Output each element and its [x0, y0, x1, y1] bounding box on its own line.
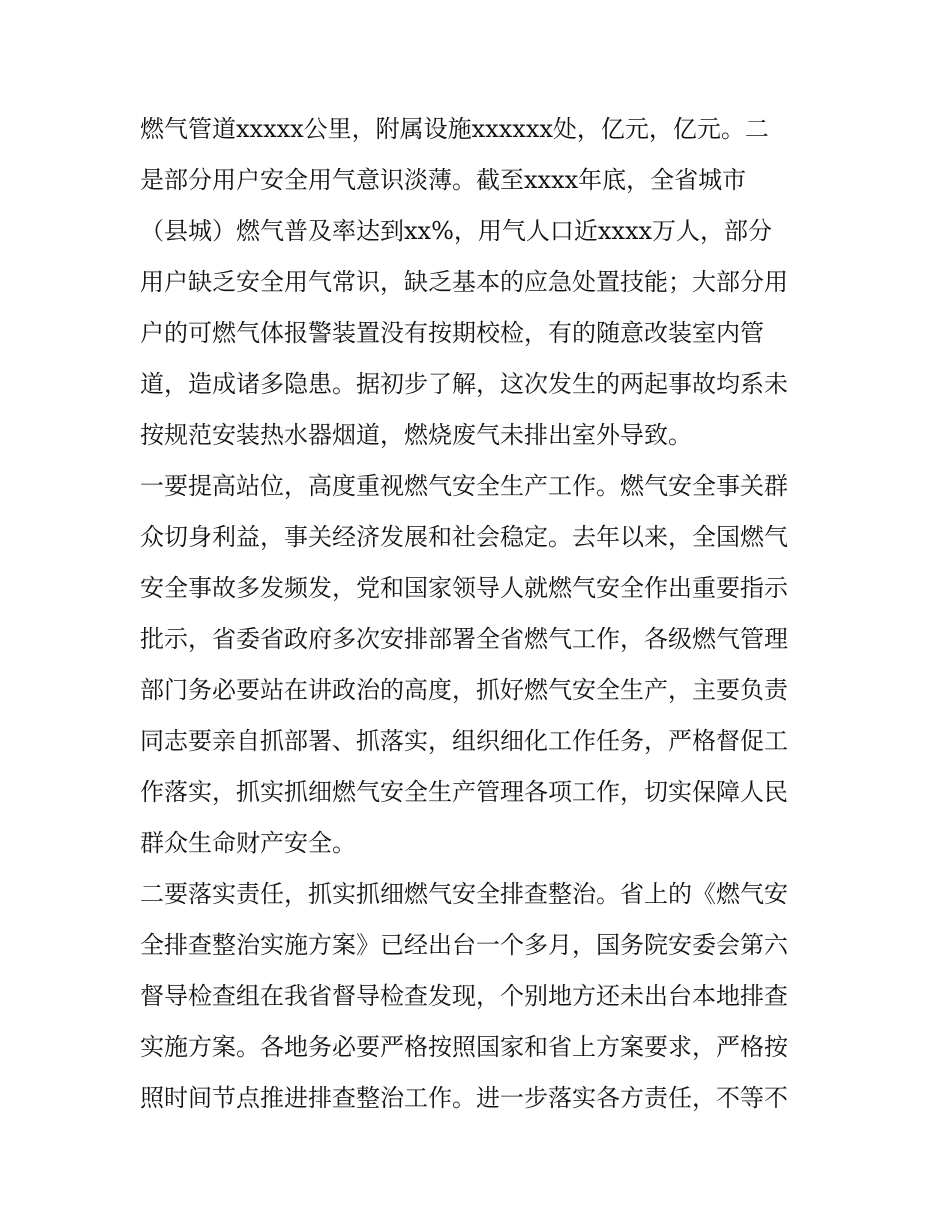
- text-line: 户的可燃气体报警装置没有按期校检，有的随意改装室内管: [140, 319, 764, 347]
- text-line: 督导检查组在我省督导检查发现，个别地方还未出台本地排查: [140, 982, 788, 1010]
- text-line: 同志要亲自抓部署、抓落实，组织细化工作任务，严格督促工: [140, 727, 788, 755]
- text-line: 一要提高站位，高度重视燃气安全生产工作。燃气安全事关群: [140, 472, 788, 500]
- text-line: 二要落实责任，抓实抓细燃气安全排查整治。省上的《燃气安: [140, 880, 788, 908]
- text-line: 实施方案。各地务必要严格按照国家和省上方案要求，严格按: [140, 1033, 788, 1061]
- text-line: 批示，省委省政府多次安排部署全省燃气工作，各级燃气管理: [140, 625, 788, 653]
- text-line: 部门务必要站在讲政治的高度，抓好燃气安全生产，主要负责: [140, 676, 788, 704]
- text-line: （县城）燃气普及率达到xx%，用气人口近xxxx万人，部分: [140, 217, 773, 245]
- text-line: 照时间节点推进排查整治工作。进一步落实各方责任，不等不: [140, 1084, 788, 1112]
- text-line: 全排查整治实施方案》已经出台一个多月，国务院安委会第六: [140, 931, 788, 959]
- text-line: 道，造成诸多隐患。据初步了解，这次发生的两起事故均系未: [140, 370, 788, 398]
- text-line: 众切身利益，事关经济发展和社会稳定。去年以来，全国燃气: [140, 523, 788, 551]
- text-line: 燃气管道xxxxx公里，附属设施xxxxxx处，亿元，亿元。二: [140, 115, 769, 143]
- text-line: 安全事故多发频发，党和国家领导人就燃气安全作出重要指示: [140, 574, 788, 602]
- document-body: [140, 104, 812, 1124]
- text-line: 作落实，抓实抓细燃气安全生产管理各项工作，切实保障人民: [140, 778, 788, 806]
- text-line: 群众生命财产安全。: [140, 829, 356, 857]
- text-line: 是部分用户安全用气意识淡薄。截至xxxx年底，全省城市: [140, 166, 747, 194]
- text-line: 按规范安装热水器烟道，燃烧废气未排出室外导致。: [140, 421, 692, 449]
- text-line: 用户缺乏安全用气常识，缺乏基本的应急处置技能；大部分用: [140, 268, 788, 296]
